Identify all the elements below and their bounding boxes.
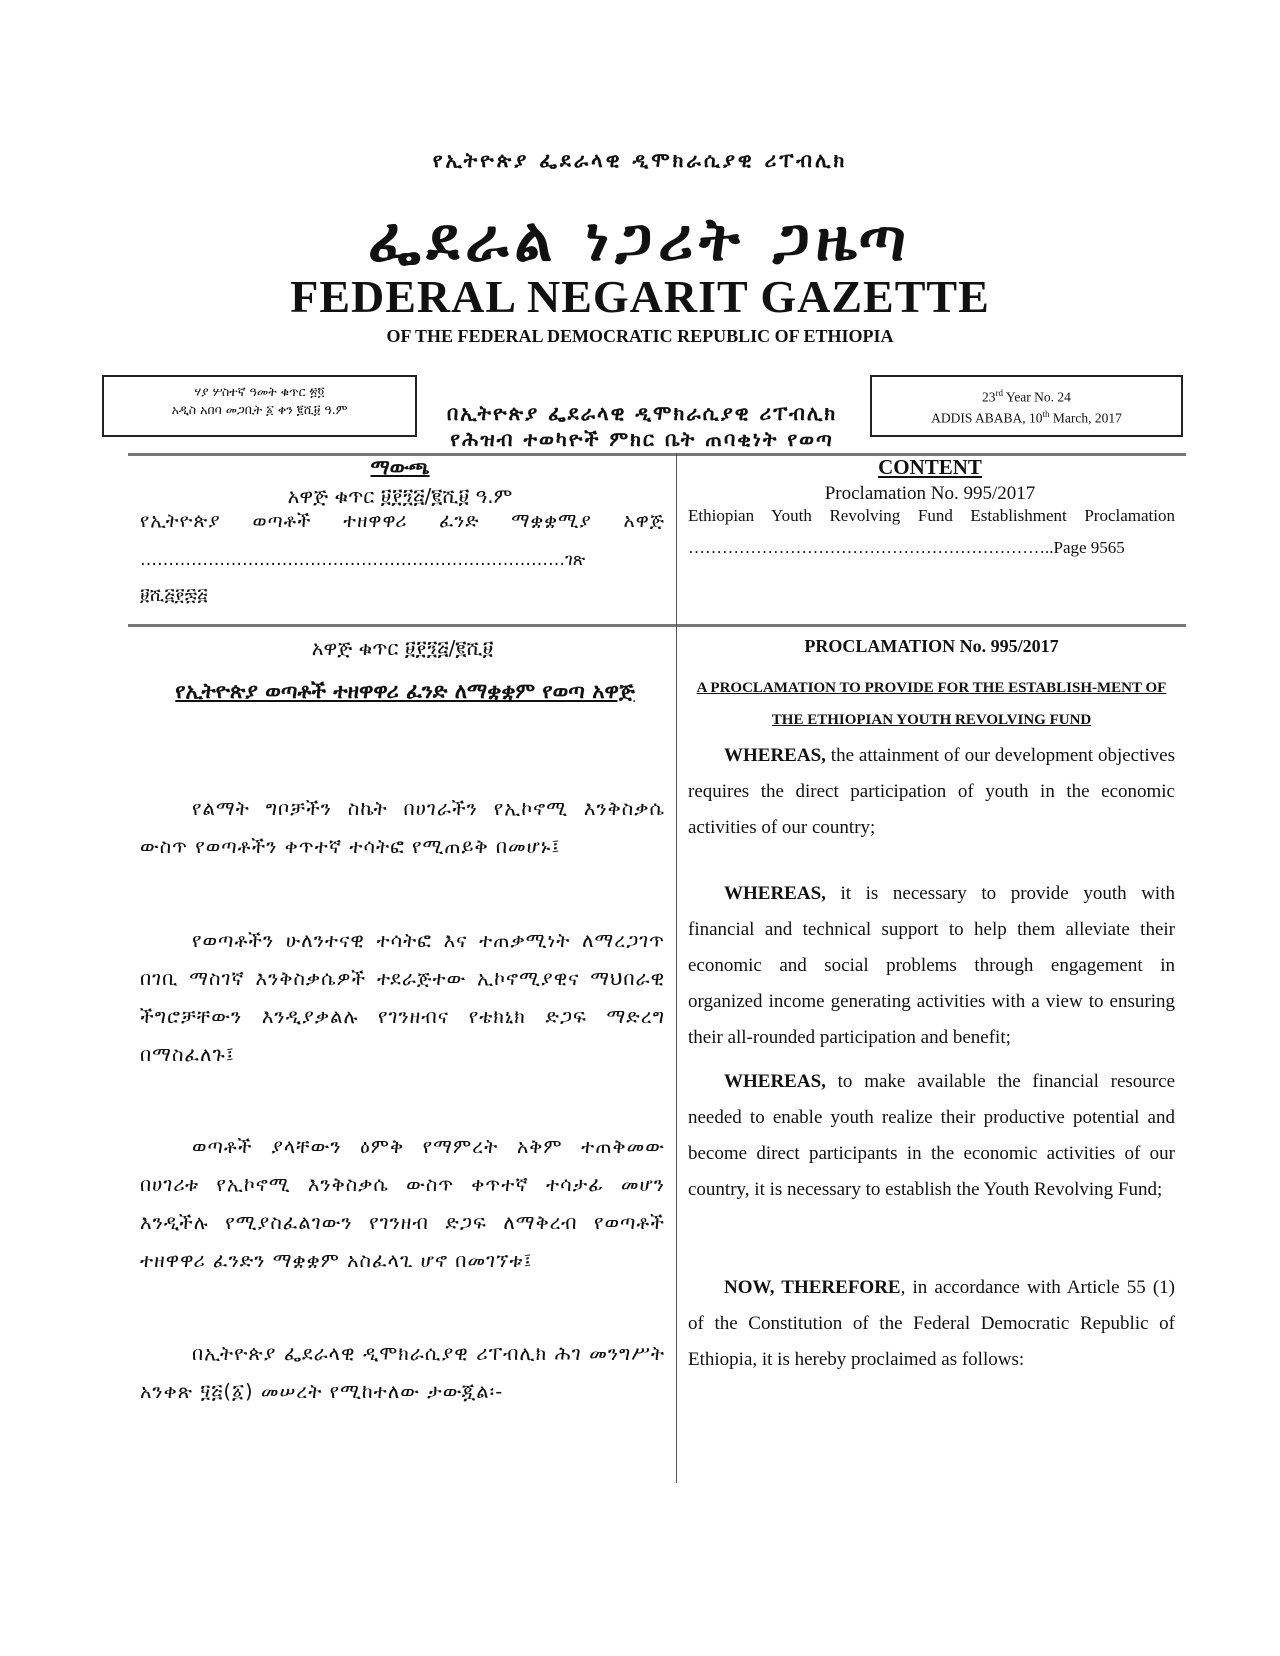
issuer-line2: የሕዝብ ተወካዮች ምክር ቤት ጠባቂነት የወጣ — [450, 427, 834, 451]
issue-box-amharic-line1: ሃያ ሦስተኛ ዓመት ቁጥር ፳፬ — [194, 384, 325, 399]
toc-heading-amharic: ማውጫ — [370, 455, 430, 479]
proclamation-number-amharic: አዋጅ ቁጥር ፱፻፺፭/፪ሺ፱ — [311, 636, 494, 660]
proclamation-title-amharic: የኢትዮጵያ ወጣቶች ተዘዋዋሪ ፈንድ ለማቋቋም የወጣ አዋጅ — [175, 679, 635, 703]
toc-title-english: Ethiopian Youth Revolving Fund Establishment Proclamation — [688, 506, 1175, 525]
preamble-paragraph-amharic-1: የልማት ግቦቻችን ስኬት በሀገራችን የኢኮኖሚ እንቅስቃሴ ውስጥ የወጣቶችን ቀጥተኛ ተሳትፎ የሚጠይቅ በመሆኑ፤ — [140, 797, 665, 858]
toc-heading-english: CONTENT — [878, 455, 982, 479]
issuer-line1: በኢትዮጵያ ፌደራላዊ ዲሞክራሲያዊ ሪፐብሊክ — [446, 401, 838, 425]
issue-box-amharic — [102, 375, 417, 437]
proclamation-title-english: A PROCLAMATION TO PROVIDE FOR THE ESTABLISH-MENT OF THE ETHIOPIAN YOUTH REVOLVING FUND — [696, 680, 1167, 728]
issue-box-english — [870, 375, 1183, 437]
issue-box-english-year: 23rd Year No. 24 — [982, 388, 1071, 405]
preamble-paragraph-english-4: NOW, THEREFORE, in accordance with Article 55 (1) of the Constitution of the Federal Democratic Republic of Ethiopia, it is hereby proclaimed as follows: — [688, 1277, 1176, 1370]
subtitle-english: OF THE FEDERAL DEMOCRATIC REPUBLIC OF ETHIOPIA — [386, 326, 894, 346]
toc-leader-english: ………………………………………………………..Page 9565 — [688, 538, 1125, 557]
preamble-paragraph-amharic-2: የወጣቶችን ሁለንተናዊ ተሳትፎ እና ተጠቃሚነት ለማረጋገጥ በገቢ ማስገኛ እንቅስቃሴዎች ተደራጅተው ኢኮኖሚያዊና ማህበራዊ ችግሮቻቸውን እንዲያቃልሉ የገንዘብና የቴክኒክ ድጋፍ ማድረግ በማስፈለጉ፤ — [140, 929, 665, 1066]
preamble-paragraph-english-2: WHEREAS, it is necessary to provide youth with financial and technical support to help them alleviate their economic and social problems through engagement in organized income generating activities with a view to ensuring their all-rounded participation and benefit; — [688, 883, 1175, 1048]
preamble-paragraph-amharic-3: ወጣቶች ያላቸውን ዕምቅ የማምረት አቅም ተጠቅመው በሀገሪቱ የኢኮኖሚ እንቅስቃሴ ውስጥ ቀጥተኛ ተሳታፊ መሆን እንዲችሉ የሚያስፈልገውን የገንዘብ ድጋፍ ለማቅረብ የወጣቶች ተዘዋዋሪ ፈንድን ማቋቋም አስፈላጊ ሆኖ በመገኘቱ፤ — [140, 1135, 665, 1272]
preamble-paragraph-english-3: WHEREAS, to make available the financial resource needed to enable youth realize their productive potential and become direct participants in the economic activities of our country, it is necessary to establish the Youth Revolving Fund; — [688, 1071, 1175, 1200]
toc-page-amharic: ፱ሺ፭፻፷፭ — [140, 585, 208, 606]
divider-middle — [128, 624, 1186, 627]
column-divider — [676, 453, 677, 1483]
title-english: FEDERAL NEGARIT GAZETTE — [290, 271, 990, 322]
toc-leader-amharic: …………………………………………………………………ገጽ — [140, 550, 586, 570]
toc-procno-english: Proclamation No. 995/2017 — [824, 483, 1036, 504]
issue-box-english-date: ADDIS ABABA, 10th March, 2017 — [931, 408, 1122, 425]
header-amharic-republic: የኢትዮጵያ ፌደራላዊ ዲሞክራሲያዊ ሪፐብሊክ — [432, 148, 848, 172]
title-amharic: ፌደራል ነጋሪት ጋዜጣ — [368, 205, 912, 275]
issue-box-amharic-line2: አዲስ አበባ መጋቢት ፩ ቀን ፪ሺ፱ ዓ.ም — [171, 402, 348, 417]
proclamation-number-english: PROCLAMATION No. 995/2017 — [804, 636, 1059, 656]
issuer-block — [418, 400, 866, 452]
toc-procno-amharic: አዋጅ ቁጥር ፱፻፺፭/፪ሺ፱ ዓ.ም — [287, 484, 513, 508]
preamble-paragraph-english-1: WHEREAS, the attainment of our development objectives requires the direct participation of youth in the economic activities of our country; — [688, 745, 1175, 838]
toc-title-amharic: የኢትዮጵያ ወጣቶች ተዘዋዋሪ ፈንድ ማቋቋሚያ አዋጅ — [140, 510, 665, 532]
preamble-paragraph-amharic-4: በኢትዮጵያ ፌደራላዊ ዲሞክራሲያዊ ሪፐብሊክ ሕገ መንግሥት አንቀጽ ፶፭(፩) መሠረት የሚከተለው ታውጇል፡- — [140, 1342, 665, 1403]
